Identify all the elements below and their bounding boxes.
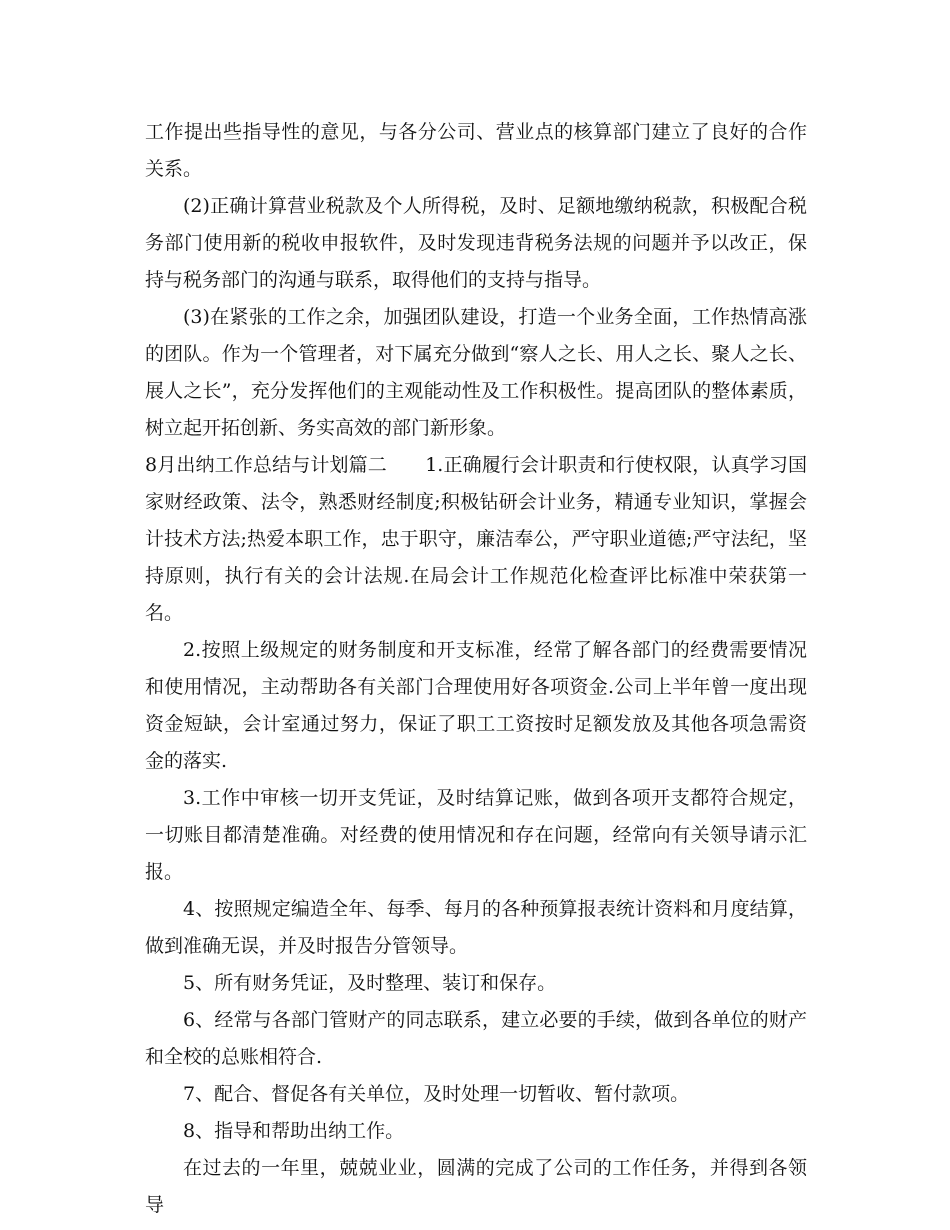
paragraph-item-5: 5、所有财务凭证，及时整理、装订和保存。 <box>183 972 557 994</box>
paragraph-item-4: 4、按照规定编造全年、每季、每月的各种预算报表统计资料和月度结算，做到准确无误，并及时报告分管领导。 <box>145 898 807 957</box>
paragraph-item-2: 2.按照上级规定的财务制度和开支标准，经常了解各部门的经费需要情况和使用情况，主动帮助各有关部门合理使用好各项资金.公司上半年曾一度出现资金短缺，会计室通过努力，保证了职工工资按时足额发放及其他各项急需资金的落实. <box>145 639 807 772</box>
paragraph-team: (3)在紧张的工作之余，加强团队建设，打造一个业务全面，工作热情高涨的团队。作为一个管理者，对下属充分做到“察人之长、用人之长、聚人之长、展人之长”，充分发挥他们的主观能动性及工作积极性。提高团队的整体素质，树立起开拓创新、务实高效的部门新形象。 <box>145 306 807 439</box>
paragraph-item-3: 3.工作中审核一切开支凭证，及时结算记账，做到各项开支都符合规定，一切账目都清楚准确。对经费的使用情况和存在问题，经常向有关领导请示汇报。 <box>145 787 807 883</box>
paragraph-item-6: 6、经常与各部门管财产的同志联系，建立必要的手续，做到各单位的财产和全校的总账相符合. <box>145 1009 807 1068</box>
paragraph-section-two: 8月出纳工作总结与计划篇二 1.正确履行会计职责和行使权限，认真学习国家财经政策、法令，熟悉财经制度;积极钻研会计业务，精通专业知识，掌握会计技术方法;热爱本职工作，忠于职守，廉洁奉公，严守职业道德;严守法纪，坚持原则，执行有关的会计法规.在局会计工作规范化检查评比标准中荣获第一名。 <box>145 454 807 624</box>
paragraph-cooperation: 工作提出些指导性的意见，与各分公司、营业点的核算部门建立了良好的合作关系。 <box>145 121 807 180</box>
paragraph-closing: 在过去的一年里，兢兢业业，圆满的完成了公司的工作任务，并得到各领导 <box>145 1157 807 1216</box>
paragraph-tax: (2)正确计算营业税款及个人所得税，及时、足额地缴纳税款，积极配合税务部门使用新的税收申报软件，及时发现违背税务法规的问题并予以改正，保持与税务部门的沟通与联系，取得他们的支持与指导。 <box>145 195 807 291</box>
document-body <box>145 114 807 1224</box>
paragraph-item-8: 8、指导和帮助出纳工作。 <box>183 1120 405 1142</box>
paragraph-item-7: 7、配合、督促各有关单位，及时处理一切暂收、暂付款项。 <box>183 1083 690 1105</box>
